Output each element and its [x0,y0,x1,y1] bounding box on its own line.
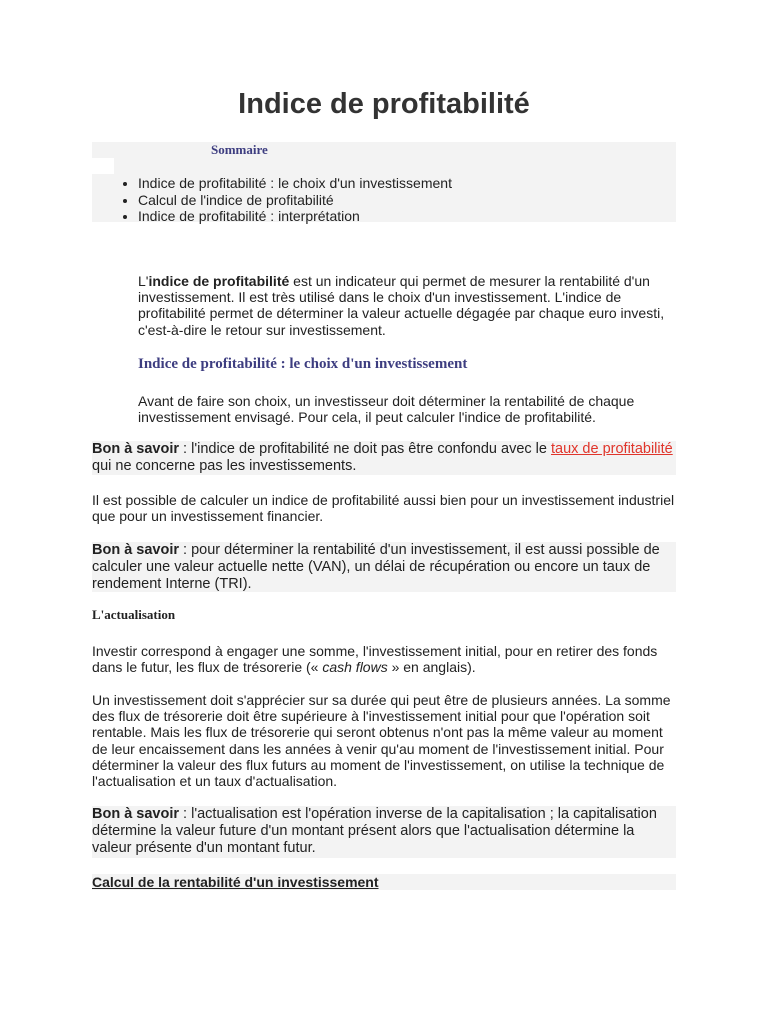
intro-rest: est un indicateur qui permet de mesurer la rentabilité d'un investissement. Il est très utilisé dans le choix d'un investissement. L'indice de profitabilité permet de déterminer la valeur actuelle dégagée par chaque euro investi, c'est-à-dire le retour sur investissement. [138,273,665,338]
cash-flows-term: cash flows [322,659,388,676]
note-label: Bon à savoir [92,542,180,558]
note-label: Bon à savoir [92,806,180,822]
note-body: : l'actualisation est l'opération inverse de la capitalisation ; la capitalisation détermine la valeur future d'un montant présent alors que l'actualisation détermine la valeur présente d'un montant futur. [92,806,657,856]
intro-term: indice de profitabilité [148,273,290,289]
toc-item[interactable]: • Indice de profitabilité : interprétation [138,208,452,225]
intro-lead: L' [138,273,149,289]
toc-item[interactable]: • Calcul de l'indice de profitabilité [138,192,452,209]
toc-heading: Sommaire [211,142,268,157]
toc-notch [92,158,114,174]
toc-list [110,175,452,225]
intro-paragraph [138,273,678,338]
section-heading-calcul: Calcul de la rentabilité d'un investissement [92,874,379,890]
paragraph-duree: Un investissement doit s'apprécier sur sa durée qui peut être de plusieurs années. La somme des flux de trésorerie doit être supérieure à l'investissement initial pour que l'opération soit rentable. Mais les flux de trésorerie qui seront obtenus n'ont pas la même valeur au moment de leur encaissement dans les années à venir qu'au moment de l'investissement initial. Pour déterminer la valeur des flux futurs au moment de l'investissement, on utilise la technique de l'actualisation et un taux d'actualisation. [92,692,671,790]
note-text [92,441,676,475]
investir-text-end: » en anglais). [387,659,476,676]
note-text [92,806,676,856]
section-paragraph-choix: Avant de faire son choix, un investisseur doit déterminer la rentabilité de chaque investissement envisagé. Pour cela, il peut calculer l'indice de profitabilité. [138,393,635,426]
paragraph-investir [92,643,676,675]
paragraph-financier: Il est possible de calculer un indice de profitabilité aussi bien pour un investissement industriel que pour un investissement financier. [92,492,675,525]
note-label: Bon à savoir [92,441,180,457]
section-heading-actualisation: L'actualisation [92,607,176,622]
toc-item[interactable]: • Indice de profitabilité : le choix d'un investissement [138,175,452,192]
note-text [92,542,676,592]
page-title: Indice de profitabilité [238,88,530,120]
note-body: : pour déterminer la rentabilité d'un investissement, il est aussi possible de calculer une valeur actuelle nette (VAN), un délai de récupération ou encore un taux de rendement Interne (TRI). [92,542,660,592]
taux-de-profitabilite-link[interactable]: taux de profitabilité [550,441,673,457]
investir-text: Investir correspond à engager une somme, l'investissement initial, pour en retirer des fonds dans le futur, les flux de trésorerie (« [92,643,658,676]
section-heading-choix: Indice de profitabilité : le choix d'un investissement [138,356,468,372]
note-body-end: qui ne concerne pas les investissements. [92,457,357,474]
note-body: : l'indice de profitabilité ne doit pas être confondu avec le [179,441,551,457]
